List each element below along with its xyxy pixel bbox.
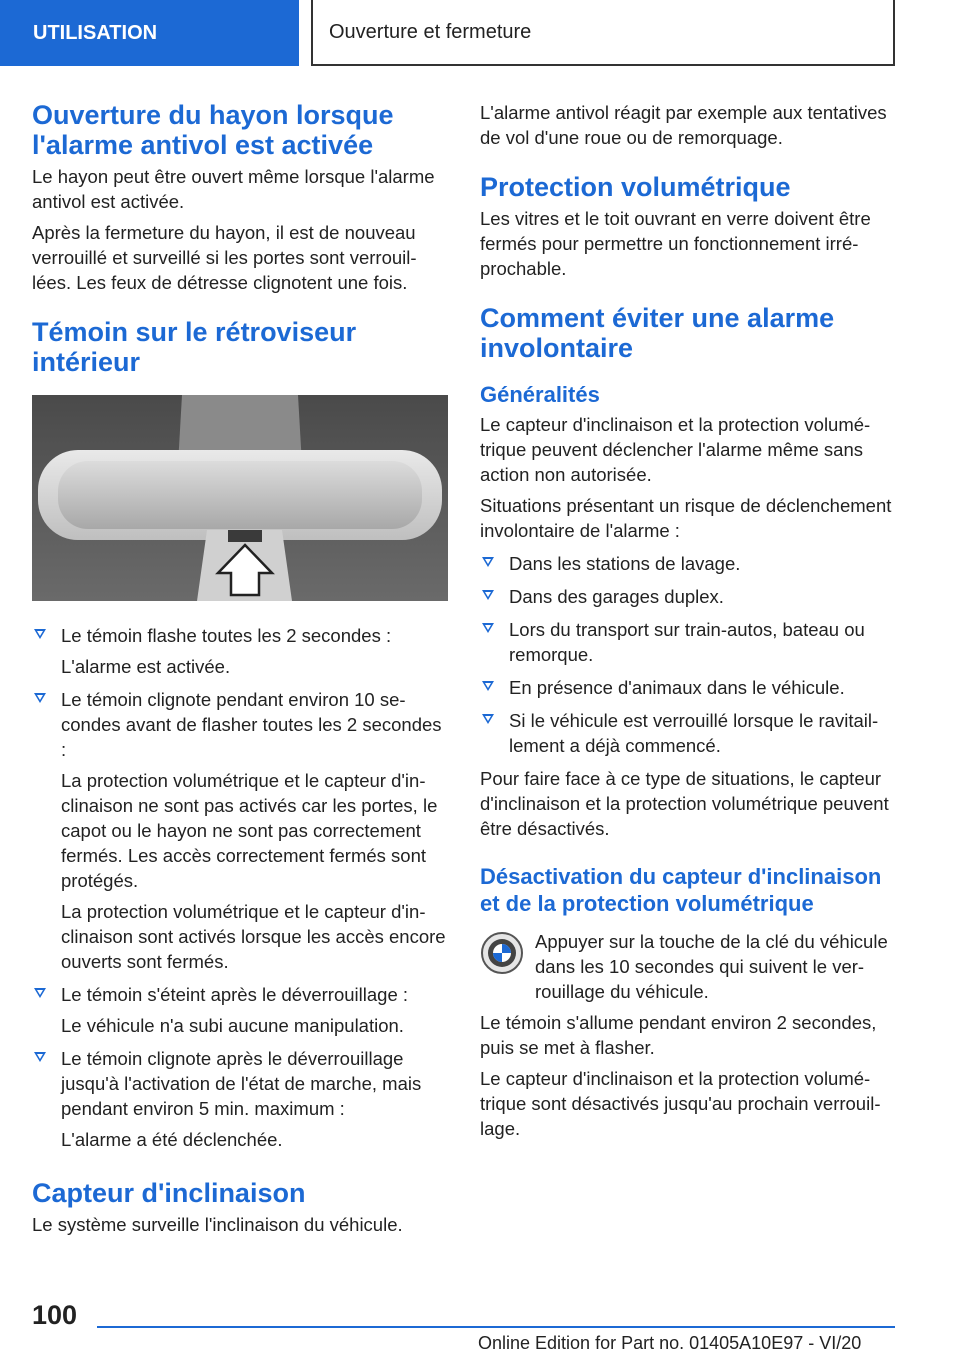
- list-item: Le témoin clignote après le déverrouillage jusqu'à l'activation de l'état de marche, mais pendant environ 5 min. maximum : L'alarme a été déclenchée.: [32, 1046, 448, 1152]
- triangle-bullet-icon: [482, 590, 494, 600]
- list-item: Le témoin s'éteint après le déverrouillage : Le véhicule n'a subi aucune manipulation.: [32, 982, 448, 1038]
- section-tab: UTILISATION: [0, 0, 299, 66]
- temoin-bullet-list: [32, 623, 448, 1152]
- key-instruction: [480, 929, 896, 1004]
- heading-capteur-inclinaison: Capteur d'inclinaison: [32, 1178, 306, 1208]
- heading-protection-volumetrique: Protection volumétrique: [480, 172, 791, 202]
- bmw-key-button-icon: [480, 931, 524, 975]
- heading-eviter-alarme: Comment éviter une alarme involontaire: [480, 303, 835, 363]
- list-item: Le témoin flashe toutes les 2 secondes : L'alarme est activée.: [32, 623, 448, 679]
- paragraph: Appuyer sur la touche de la clé du véhicule dans les 10 secondes qui suivent le verrouillage du véhicule.: [535, 931, 888, 1002]
- triangle-bullet-icon: [34, 693, 46, 703]
- mirror-illustration: [32, 395, 448, 601]
- paragraph: L'alarme antivol réagit par exemple aux tentatives de vol d'une roue ou de remorquage.: [480, 102, 887, 148]
- list-item: En présence d'animaux dans le véhicule.: [480, 675, 896, 700]
- paragraph: Le capteur d'inclinaison et la protection volumétrique peuvent déclencher l'alarme même sans action non autorisée.: [480, 414, 871, 485]
- chapter-title: Ouverture et fermeture: [311, 0, 895, 66]
- list-item: Si le véhicule est verrouillé lorsque le ravitaillement a déjà commencé.: [480, 708, 896, 758]
- paragraph: Le capteur d'inclinaison et la protection volumétrique sont désactivés jusqu'au prochain verrouillage.: [480, 1068, 881, 1139]
- edition-note: Online Edition for Part no. 01405A10E97 - VI/20: [478, 1333, 862, 1353]
- paragraph: Le hayon peut être ouvert même lorsque l'alarme antivol est activée.: [32, 166, 435, 212]
- triangle-bullet-icon: [482, 714, 494, 724]
- triangle-bullet-icon: [34, 1052, 46, 1062]
- paragraph: Le système surveille l'inclinaison du véhicule.: [32, 1214, 403, 1235]
- page-number: 100: [32, 1300, 78, 1330]
- paragraph: Le témoin s'allume pendant environ 2 secondes, puis se met à flasher.: [480, 1012, 877, 1058]
- rear-view-mirror-image: [32, 395, 448, 601]
- paragraph: Les vitres et le toit ouvrant en verre doivent être fermés pour permettre un fonctionnement irréprochable.: [480, 208, 871, 279]
- triangle-bullet-icon: [482, 557, 494, 567]
- triangle-bullet-icon: [34, 988, 46, 998]
- page-header: [0, 0, 960, 66]
- triangle-bullet-icon: [482, 681, 494, 691]
- triangle-bullet-icon: [34, 629, 46, 639]
- list-item: Le témoin clignote pendant environ 10 secondes avant de flasher toutes les 2 secondes : La protection volumétrique et le capteur d'inclinaison ne sont pas activés car les portes, le capot ou le hayon ne sont pas correctement fermés. Les accès correctement fermés sont protégés. La protection volumétrique et le capteur d'inclinaison sont activés lorsque les accès encore ouverts sont fermés.: [32, 687, 448, 974]
- left-column: [32, 100, 448, 1237]
- list-item: Dans des garages duplex.: [480, 584, 896, 609]
- right-column: [480, 100, 896, 1141]
- subheading-desactivation: Désactivation du capteur d'inclinaison et de la protection volumétrique: [480, 864, 882, 916]
- footer-divider: [97, 1326, 895, 1328]
- heading-hayon-alarme: Ouverture du hayon lorsque l'alarme antivol est activée: [32, 100, 394, 160]
- triangle-bullet-icon: [482, 623, 494, 633]
- list-item: Dans les stations de lavage.: [480, 551, 896, 576]
- paragraph: Situations présentant un risque de déclenchement involontaire de l'alarme :: [480, 495, 892, 541]
- list-item: Lors du transport sur train-autos, bateau ou remorque.: [480, 617, 896, 667]
- paragraph: Après la fermeture du hayon, il est de nouveau verrouillé et surveillé si les portes sont verrouillées. Les feux de détresse clignotent une fois.: [32, 222, 417, 293]
- paragraph: Pour faire face à ce type de situations, le capteur d'inclinaison et la protection volumétrique peuvent être désactivés.: [480, 768, 889, 839]
- subheading-generalites: Généralités: [480, 382, 600, 407]
- heading-temoin-retroviseur: Témoin sur le rétroviseur intérieur: [32, 317, 357, 377]
- situations-bullet-list: [480, 551, 896, 758]
